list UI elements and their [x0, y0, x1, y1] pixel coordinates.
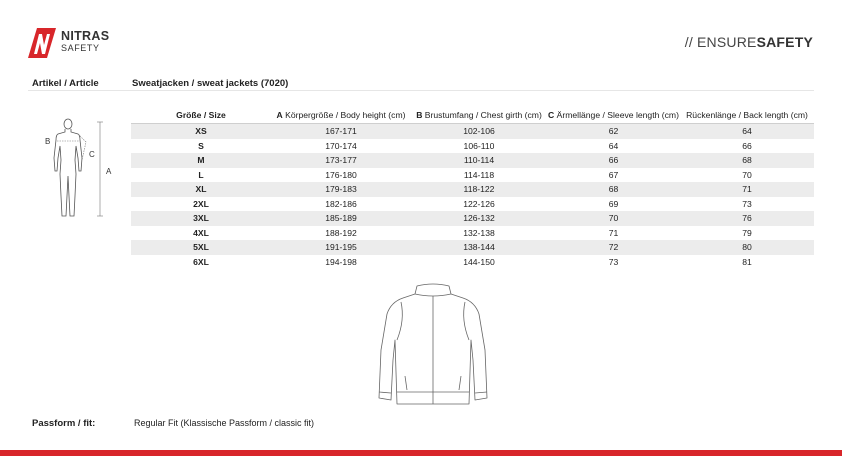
brand-name: NITRAS [61, 29, 110, 43]
cell-body-height: 185-189 [271, 211, 411, 226]
cell-sleeve-length: 73 [608, 256, 619, 267]
article-label: Artikel / Article [32, 78, 99, 89]
fit-value: Regular Fit (Klassische Passform / classic fit) [134, 418, 315, 428]
header-sleeve-length: C Ärmellänge / Sleeve length (cm) [547, 108, 680, 124]
table-row [131, 153, 814, 168]
table-row [131, 124, 814, 139]
cell-sleeve-length: 70 [547, 211, 680, 226]
cell-size: 3XL [131, 211, 271, 226]
body-measurement-figure [40, 116, 120, 226]
cell-chest-girth: 110-114 [411, 153, 547, 168]
sweat-jacket-illustration [377, 280, 489, 412]
cell-size: M [131, 153, 271, 168]
figure-label-c: C [89, 150, 95, 159]
header-divider [28, 90, 814, 91]
cell-back-length: 71 [680, 182, 814, 197]
cell-size: XL [131, 182, 271, 197]
cell-size: 5XL [131, 240, 271, 255]
cell-body-height: 191-195 [271, 240, 411, 255]
brand-subname: SAFETY [61, 43, 100, 53]
table-row [131, 182, 814, 197]
cell-back-length: 76 [680, 211, 814, 226]
table-row [131, 139, 814, 154]
cell-back-length: 80 [680, 240, 814, 255]
cell-chest-girth: 138-144 [411, 240, 547, 255]
cell-chest-girth: 126-132 [411, 211, 547, 226]
table-row [131, 226, 814, 241]
brand-accent-bar [0, 450, 842, 456]
cell-sleeve-length: 69 [608, 198, 619, 209]
cell-chest-girth: 132-138 [463, 227, 495, 238]
cell-body-height: 167-171 [271, 124, 411, 139]
cell-body-height: 194-198 [325, 256, 357, 267]
cell-chest-girth: 102-106 [411, 124, 547, 139]
table-row [131, 197, 814, 212]
cell-size: 4XL [193, 227, 209, 238]
cell-body-height: 176-180 [325, 169, 357, 180]
cell-sleeve-length: 71 [608, 227, 619, 238]
cell-body-height: 179-183 [271, 182, 411, 197]
header-body-height: A Körpergröße / Body height (cm) [271, 108, 411, 124]
cell-sleeve-length: 68 [547, 182, 680, 197]
header-size: Größe / Size [131, 108, 271, 124]
table-row [131, 168, 814, 183]
header-back-length: Rückenlänge / Back length (cm) [680, 108, 814, 124]
cell-back-length: 66 [742, 140, 752, 151]
cell-sleeve-length: 62 [547, 124, 680, 139]
figure-label-a: A [106, 167, 112, 176]
table-row [131, 240, 814, 255]
cell-chest-girth: 118-122 [411, 182, 547, 197]
cell-size: 6XL [193, 256, 209, 267]
cell-back-length: 81 [742, 256, 752, 267]
size-chart-table [131, 108, 814, 269]
cell-body-height: 182-186 [325, 198, 357, 209]
cell-sleeve-length: 72 [547, 240, 680, 255]
cell-chest-girth: 106-110 [463, 140, 495, 151]
table-header-row [131, 108, 814, 124]
cell-back-length: 73 [742, 198, 752, 209]
cell-sleeve-length: 67 [608, 169, 619, 180]
table-row [131, 211, 814, 226]
cell-size: XS [131, 124, 271, 139]
cell-chest-girth: 122-126 [463, 198, 495, 209]
cell-back-length: 70 [742, 169, 752, 180]
table-row [131, 255, 814, 270]
article-value: Sweatjacken / sweat jackets (7020) [132, 78, 289, 89]
cell-body-height: 170-174 [325, 140, 357, 151]
cell-size: S [198, 140, 204, 151]
cell-size: 2XL [193, 198, 209, 209]
nitras-logo-icon [28, 28, 56, 58]
cell-sleeve-length: 66 [547, 153, 680, 168]
figure-label-b: B [45, 137, 51, 146]
cell-chest-girth: 114-118 [463, 169, 495, 180]
tagline [685, 34, 813, 50]
cell-sleeve-length: 64 [608, 140, 619, 151]
fit-label: Passform / fit: [32, 418, 96, 429]
tagline-prefix: // ENSURE [684, 34, 757, 50]
cell-back-length: 64 [680, 124, 814, 139]
cell-back-length: 79 [742, 227, 752, 238]
cell-body-height: 188-192 [325, 227, 357, 238]
cell-size: L [198, 169, 204, 180]
brand-logo [28, 28, 118, 60]
cell-body-height: 173-177 [271, 153, 411, 168]
cell-chest-girth: 144-150 [463, 256, 495, 267]
tagline-bold: SAFETY [756, 34, 813, 50]
cell-back-length: 68 [680, 153, 814, 168]
header-chest-girth: B Brustumfang / Chest girth (cm) [411, 108, 547, 124]
